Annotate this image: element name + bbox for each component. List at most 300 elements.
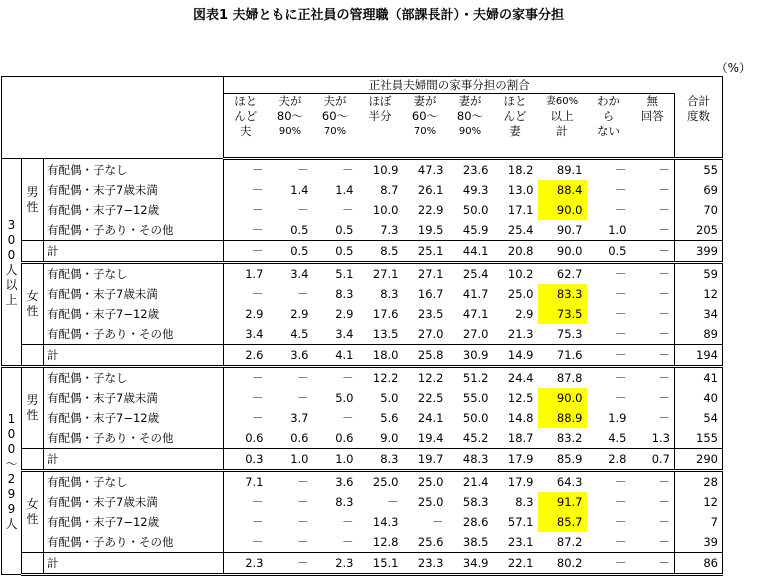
value-cell: 0.6 <box>335 431 354 445</box>
value-cell: － <box>252 391 264 405</box>
value-cell: － <box>587 263 631 285</box>
value-cell: － <box>342 535 354 549</box>
value-cell: 26.1 <box>417 183 444 197</box>
size-group-char: 以 <box>5 278 18 292</box>
value-cell: 17.9 <box>493 449 538 471</box>
value-cell: 20.8 <box>493 241 538 263</box>
value-cell: 0.3 <box>224 449 268 471</box>
value-cell: 8.5 <box>358 241 403 263</box>
header-group-title: 正社員夫婦間の家事分担の割合 <box>224 77 675 94</box>
row-label: 有配偶・子あり・その他 <box>44 428 224 449</box>
column-header <box>538 94 587 159</box>
value-cell: 23.6 <box>448 159 493 181</box>
value-cell: － <box>587 159 631 181</box>
value-cell: － <box>297 391 309 405</box>
value-cell: 25.0 <box>507 287 534 301</box>
value-cell: 1.0 <box>608 223 627 237</box>
value-cell: 17.6 <box>372 307 399 321</box>
total-row <box>2 241 723 263</box>
row-label: 有配偶・末子7歳未満 <box>44 492 224 512</box>
count-cell: 86 <box>675 553 723 575</box>
value-cell: 0.6 <box>245 431 264 445</box>
value-cell: 7.1 <box>224 471 268 493</box>
value-cell: 2.9 <box>515 307 534 321</box>
value-cell: 22.1 <box>493 553 538 575</box>
value-cell: 57.1 <box>507 515 534 529</box>
count-cell: 7 <box>675 512 723 532</box>
value-cell: － <box>297 287 309 301</box>
column-header-line: んど <box>234 109 258 123</box>
value-cell: 27.0 <box>417 327 444 341</box>
value-cell: 8.3 <box>380 287 399 301</box>
sex-label <box>22 159 44 241</box>
total-spacer <box>22 241 44 263</box>
column-header-line: ほぼ <box>368 94 392 108</box>
row-label: 有配偶・子あり・その他 <box>44 532 224 553</box>
value-cell: 62.7 <box>538 263 587 285</box>
value-cell: － <box>615 287 627 301</box>
row-label: 有配偶・子なし <box>44 367 224 389</box>
total-label: 計 <box>44 345 224 367</box>
total-spacer <box>22 553 44 575</box>
value-cell: 3.4 <box>268 263 313 285</box>
row-label: 有配偶・末子7−12歳 <box>44 512 224 532</box>
value-cell: 3.7 <box>290 411 309 425</box>
value-cell: 48.3 <box>448 449 493 471</box>
value-cell: 19.7 <box>403 449 448 471</box>
row-label: 有配偶・末子7歳未満 <box>44 388 224 408</box>
value-cell: － <box>224 241 268 263</box>
value-cell: 5.0 <box>380 391 399 405</box>
value-cell: 12.2 <box>403 367 448 389</box>
column-header-line: 夫 <box>240 124 252 138</box>
value-cell: 13.0 <box>507 183 534 197</box>
count-cell: 194 <box>675 345 723 367</box>
value-cell: － <box>631 367 675 389</box>
value-cell: 18.7 <box>507 431 534 445</box>
column-header-line: 妻が <box>458 94 482 108</box>
column-header <box>224 94 268 159</box>
value-cell: 16.7 <box>417 287 444 301</box>
value-cell: 85.7 <box>538 512 587 532</box>
count-cell: 290 <box>675 449 723 471</box>
sex-char: 性 <box>26 408 39 422</box>
value-cell: － <box>658 223 670 237</box>
value-cell: 50.0 <box>462 203 489 217</box>
column-header-line: んど <box>503 109 527 123</box>
column-header-line: ない <box>597 124 620 138</box>
value-cell: － <box>658 327 670 341</box>
value-cell: 5.0 <box>335 391 354 405</box>
value-cell: 2.3 <box>313 553 358 575</box>
value-cell: － <box>252 495 264 509</box>
value-cell: 47.3 <box>403 159 448 181</box>
value-cell: 25.4 <box>448 263 493 285</box>
size-group-char: 人 <box>5 263 18 277</box>
value-cell: 2.3 <box>224 553 268 575</box>
column-header-line: わか <box>597 94 620 108</box>
value-cell: 45.2 <box>462 431 489 445</box>
value-cell: － <box>268 159 313 181</box>
value-cell: 15.1 <box>358 553 403 575</box>
sex-char: 性 <box>26 199 39 214</box>
value-cell: 14.8 <box>507 411 534 425</box>
column-header-line: ほと <box>503 94 527 108</box>
count-cell: 41 <box>675 367 723 389</box>
table-row <box>2 532 723 553</box>
value-cell: 58.3 <box>462 495 489 509</box>
size-group-char: 9 <box>7 487 16 501</box>
value-cell: 19.4 <box>417 431 444 445</box>
value-cell: 10.9 <box>358 159 403 181</box>
value-cell: 8.3 <box>515 495 534 509</box>
size-group-char: ～ <box>5 457 18 471</box>
value-cell: － <box>658 203 670 217</box>
value-cell: － <box>615 391 627 405</box>
value-cell: 8.3 <box>358 449 403 471</box>
value-cell: － <box>658 287 670 301</box>
value-cell: 27.1 <box>358 263 403 285</box>
row-label: 有配偶・子なし <box>44 159 224 181</box>
value-cell: 21.3 <box>507 327 534 341</box>
row-label: 有配偶・子あり・その他 <box>44 220 224 241</box>
value-cell: 24.4 <box>493 367 538 389</box>
value-cell: － <box>658 411 670 425</box>
column-header <box>448 94 493 159</box>
value-cell: 8.7 <box>380 183 399 197</box>
row-label: 有配偶・末子7−12歳 <box>44 304 224 324</box>
value-cell: － <box>631 241 675 263</box>
value-cell: 91.7 <box>538 492 587 512</box>
value-cell: 8.3 <box>335 287 354 301</box>
value-cell: － <box>631 263 675 285</box>
value-cell: － <box>658 535 670 549</box>
value-cell: 8.3 <box>335 495 354 509</box>
total-row <box>2 345 723 367</box>
value-cell: 44.1 <box>448 241 493 263</box>
row-label: 有配偶・末子7−12歳 <box>44 408 224 428</box>
table-row <box>2 367 723 389</box>
size-group-char: 0 <box>7 248 16 262</box>
value-cell: － <box>658 391 670 405</box>
column-header-line: ほと <box>234 94 258 108</box>
value-cell: 12.8 <box>372 535 399 549</box>
table-row <box>2 159 723 181</box>
value-cell: － <box>252 287 264 301</box>
value-cell: 1.7 <box>224 263 268 285</box>
value-cell: 23.1 <box>507 535 534 549</box>
value-cell: 3.4 <box>335 327 354 341</box>
value-cell: 25.0 <box>417 495 444 509</box>
value-cell: － <box>587 367 631 389</box>
data-table <box>1 76 723 576</box>
value-cell: 12.2 <box>358 367 403 389</box>
value-cell: － <box>631 159 675 181</box>
size-group-char: 0 <box>7 442 16 456</box>
column-header-line: 夫が <box>323 94 347 108</box>
size-group-char: 上 <box>5 293 18 307</box>
table-row <box>2 471 723 493</box>
value-cell: 2.9 <box>335 307 354 321</box>
value-cell: 90.0 <box>538 241 587 263</box>
value-cell: － <box>615 307 627 321</box>
column-header-line: 妻 <box>509 124 521 138</box>
value-cell: － <box>631 553 675 575</box>
value-cell: 23.3 <box>403 553 448 575</box>
value-cell: 45.9 <box>462 223 489 237</box>
value-cell: 1.0 <box>313 449 358 471</box>
value-cell: 25.1 <box>403 241 448 263</box>
value-cell: 51.2 <box>448 367 493 389</box>
column-header-line: 90% <box>278 126 302 137</box>
value-cell: 28.6 <box>462 515 489 529</box>
total-spacer <box>22 449 44 471</box>
size-group-char: 0 <box>7 233 16 247</box>
value-cell: － <box>252 411 264 425</box>
value-cell: 71.6 <box>538 345 587 367</box>
column-header-line: 合計 <box>687 93 710 108</box>
value-cell: 10.0 <box>372 203 399 217</box>
value-cell: － <box>252 183 264 197</box>
value-cell: 3.6 <box>313 471 358 493</box>
value-cell: 3.4 <box>245 327 264 341</box>
value-cell: 17.9 <box>493 471 538 493</box>
size-group-char: 2 <box>7 472 16 486</box>
total-label: 計 <box>44 449 224 471</box>
size-group-char: 3 <box>7 218 16 232</box>
total-row <box>2 449 723 471</box>
value-cell: 24.1 <box>417 411 444 425</box>
value-cell: 47.1 <box>462 307 489 321</box>
count-cell: 89 <box>675 324 723 345</box>
table-row <box>2 492 723 512</box>
value-cell: 85.9 <box>538 449 587 471</box>
value-cell: 0.5 <box>268 241 313 263</box>
value-cell: － <box>615 535 627 549</box>
value-cell: 19.5 <box>417 223 444 237</box>
value-cell: － <box>615 495 627 509</box>
value-cell: 23.5 <box>417 307 444 321</box>
column-header-line: 妻60% <box>545 96 579 107</box>
value-cell: 90.0 <box>538 200 587 220</box>
column-header <box>675 94 723 159</box>
value-cell: 87.2 <box>556 535 583 549</box>
value-cell: － <box>587 345 631 367</box>
value-cell: 1.4 <box>335 183 354 197</box>
value-cell: － <box>342 411 354 425</box>
value-cell: 90.0 <box>538 388 587 408</box>
value-cell: 0.5 <box>587 241 631 263</box>
value-cell: － <box>615 203 627 217</box>
value-cell: － <box>252 535 264 549</box>
value-cell: 83.3 <box>538 284 587 304</box>
column-header-line: 90% <box>458 126 482 137</box>
value-cell: 0.5 <box>313 241 358 263</box>
value-cell: 89.1 <box>538 159 587 181</box>
value-cell: － <box>432 515 444 529</box>
table-row <box>2 512 723 532</box>
value-cell: － <box>658 183 670 197</box>
column-header-line: 半分 <box>368 109 392 123</box>
header-corner <box>2 77 224 159</box>
value-cell: 0.5 <box>335 223 354 237</box>
value-cell: 25.0 <box>403 471 448 493</box>
sex-char: 性 <box>26 512 39 526</box>
value-cell: 1.3 <box>651 431 670 445</box>
value-cell: 25.0 <box>358 471 403 493</box>
value-cell: 83.2 <box>556 431 583 445</box>
column-header <box>313 94 358 159</box>
column-header-line: 70% <box>323 126 347 137</box>
column-header <box>631 94 675 159</box>
column-header <box>403 94 448 159</box>
sex-char: 男 <box>26 393 39 407</box>
total-spacer <box>22 345 44 367</box>
value-cell: 18.2 <box>493 159 538 181</box>
value-cell: 27.0 <box>462 327 489 341</box>
value-cell: 1.9 <box>608 411 627 425</box>
value-cell: 73.5 <box>538 304 587 324</box>
value-cell: 21.4 <box>448 471 493 493</box>
value-cell: 25.8 <box>403 345 448 367</box>
value-cell: 25.4 <box>507 223 534 237</box>
value-cell: － <box>313 159 358 181</box>
value-cell: － <box>587 553 631 575</box>
value-cell: － <box>297 495 309 509</box>
value-cell: 75.3 <box>556 327 583 341</box>
column-header-line: 計 <box>556 124 568 138</box>
value-cell: － <box>268 553 313 575</box>
value-cell: 22.9 <box>417 203 444 217</box>
value-cell: － <box>297 203 309 217</box>
column-header-line: 以上 <box>550 109 574 123</box>
value-cell: 90.7 <box>556 223 583 237</box>
value-cell: － <box>387 495 399 509</box>
value-cell: 14.9 <box>493 345 538 367</box>
count-cell: 69 <box>675 180 723 200</box>
value-cell: － <box>297 515 309 529</box>
value-cell: 17.1 <box>507 203 534 217</box>
value-cell: 10.2 <box>493 263 538 285</box>
value-cell: 14.3 <box>372 515 399 529</box>
value-cell: 2.9 <box>290 307 309 321</box>
column-header-line: 70% <box>413 126 437 137</box>
table-row <box>2 408 723 428</box>
value-cell: 30.9 <box>448 345 493 367</box>
unit-label: （%） <box>715 61 751 75</box>
sex-char: 女 <box>26 497 39 511</box>
value-cell: 55.0 <box>462 391 489 405</box>
column-header-line: 回答 <box>640 109 664 123</box>
value-cell: 18.0 <box>358 345 403 367</box>
value-cell: 0.6 <box>290 431 309 445</box>
value-cell: 27.1 <box>403 263 448 285</box>
value-cell: － <box>658 515 670 529</box>
column-header-line: 無 <box>646 94 658 108</box>
value-cell: 0.5 <box>290 223 309 237</box>
value-cell: 5.6 <box>380 411 399 425</box>
count-cell: 54 <box>675 408 723 428</box>
size-group-label <box>2 367 22 575</box>
sex-label <box>22 263 44 345</box>
column-header-line: 80～ <box>456 109 484 123</box>
column-header-line: 60～ <box>321 109 349 123</box>
value-cell: 4.5 <box>290 327 309 341</box>
table-row <box>2 220 723 241</box>
row-label: 有配偶・末子7−12歳 <box>44 200 224 220</box>
value-cell: 2.9 <box>245 307 264 321</box>
count-cell: 55 <box>675 159 723 181</box>
column-header-line: 80～ <box>276 109 304 123</box>
value-cell: － <box>615 183 627 197</box>
value-cell: 9.0 <box>380 431 399 445</box>
value-cell: － <box>224 159 268 181</box>
column-header-line: 妻が <box>413 94 437 108</box>
count-cell: 155 <box>675 428 723 449</box>
value-cell: 64.3 <box>538 471 587 493</box>
table-row <box>2 324 723 345</box>
column-header <box>358 94 403 159</box>
size-group-char: 1 <box>7 412 16 426</box>
count-cell: 34 <box>675 304 723 324</box>
value-cell: － <box>631 471 675 493</box>
value-cell: 80.2 <box>538 553 587 575</box>
row-label: 有配偶・子なし <box>44 471 224 493</box>
value-cell: 4.1 <box>313 345 358 367</box>
page-title: 図表1 夫婦ともに正社員の管理職（部課長計）・夫婦の家事分担 <box>192 8 565 23</box>
count-cell: 70 <box>675 200 723 220</box>
value-cell: 25.6 <box>417 535 444 549</box>
count-cell: 28 <box>675 471 723 493</box>
value-cell: 1.0 <box>268 449 313 471</box>
count-cell: 12 <box>675 284 723 304</box>
sex-char: 女 <box>26 289 39 303</box>
sex-label <box>22 471 44 553</box>
column-header-line: 夫が <box>278 94 302 108</box>
table-row <box>2 304 723 324</box>
sex-label <box>22 367 44 449</box>
total-row <box>2 553 723 575</box>
value-cell: － <box>252 203 264 217</box>
count-cell: 39 <box>675 532 723 553</box>
table-row <box>2 180 723 200</box>
table-row <box>2 263 723 285</box>
value-cell: 3.6 <box>268 345 313 367</box>
count-cell: 59 <box>675 263 723 285</box>
value-cell: － <box>658 495 670 509</box>
count-cell: 12 <box>675 492 723 512</box>
table-row <box>2 284 723 304</box>
value-cell: － <box>342 203 354 217</box>
value-cell: 1.4 <box>290 183 309 197</box>
value-cell: － <box>615 327 627 341</box>
header-blank <box>675 77 723 94</box>
value-cell: － <box>615 515 627 529</box>
count-cell: 399 <box>675 241 723 263</box>
value-cell: 87.8 <box>538 367 587 389</box>
count-cell: 205 <box>675 220 723 241</box>
value-cell: － <box>224 367 268 389</box>
value-cell: － <box>252 223 264 237</box>
size-group-char: 9 <box>7 502 16 516</box>
total-label: 計 <box>44 553 224 575</box>
value-cell: － <box>658 307 670 321</box>
table-row <box>2 200 723 220</box>
value-cell: － <box>631 345 675 367</box>
row-label: 有配偶・末子7歳未満 <box>44 180 224 200</box>
value-cell: 5.1 <box>313 263 358 285</box>
size-group-label <box>2 159 22 367</box>
